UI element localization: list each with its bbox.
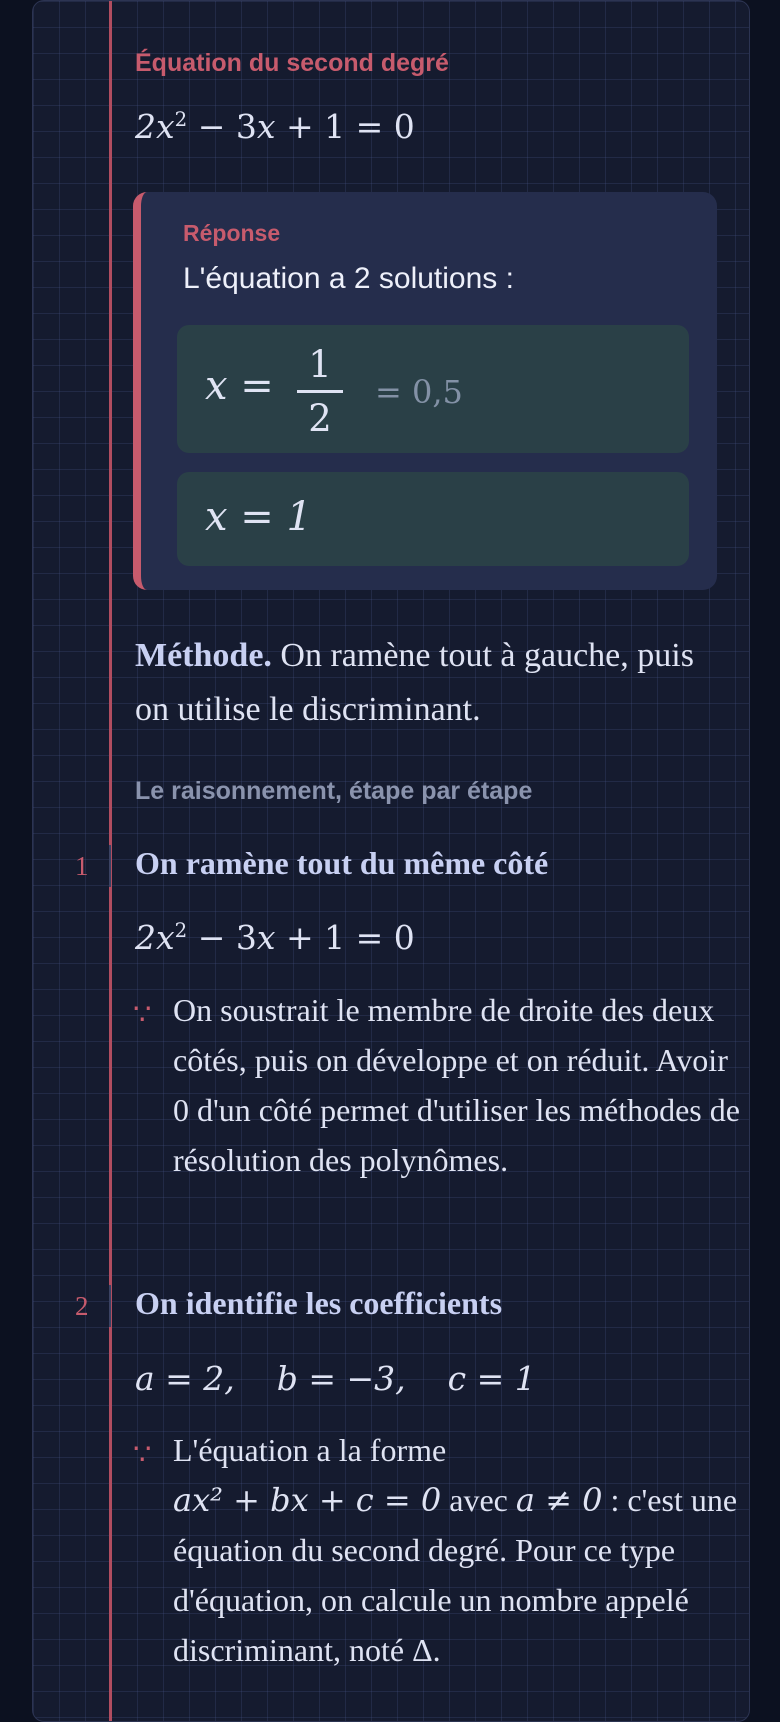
fraction-denominator: 2 [308, 397, 332, 440]
equation-type-label: Équation du second degré [135, 49, 449, 77]
fraction-numerator: 1 [308, 343, 332, 386]
step-1-number: 1 [75, 851, 89, 881]
solution-2 [177, 472, 689, 566]
step-2-title: On identifie les coefficients [135, 1285, 503, 1321]
step-2-text-start: L'équation a la forme [173, 1432, 447, 1468]
step-2-condition: a ≠ 0 [515, 1481, 603, 1519]
reasoning-heading: Le raisonnement, étape par étape [135, 777, 533, 805]
step-2-text-mid: avec [441, 1482, 516, 1518]
step-2-because-icon: ∵ [133, 1439, 152, 1471]
answer-text: L'équation a 2 solutions : [183, 262, 514, 295]
solution-2-value: x = 1 [205, 494, 312, 540]
answer-box [133, 192, 717, 590]
step-2-number: 2 [75, 1291, 89, 1321]
solution-1-variable: x = [205, 363, 274, 409]
method-label: Méthode. [135, 637, 272, 674]
problem-equation: $2x^2 - 3x + 1 = 0$ [135, 107, 415, 146]
solution-1 [177, 325, 689, 453]
fraction-bar [297, 390, 343, 393]
step-2-explanation [173, 1425, 743, 1675]
solution-card [32, 0, 750, 1722]
step-2-text-end: : c'est une équation du second degré. Pour ce type d'équation, on calcule un nombre appelé discriminant, noté Δ. [173, 1482, 738, 1668]
solution-1-decimal: = 0,5 [375, 373, 463, 411]
step-1-explanation: On soustrait le membre de droite des deux côtés, puis on développe et on réduit. Avoir 0 d'un côté permet d'utiliser les méthodes de résolution des polynômes. [173, 992, 740, 1178]
method-text: On ramène tout à gauche, puis on utilise le discriminant. [135, 637, 694, 728]
step-2-coefficients: a = 2, b = −3, c = 1 [135, 1359, 536, 1398]
step-1-equation: $2x^2 - 3x + 1 = 0$ [135, 918, 415, 957]
step-2-formula: ax² + bx + c = 0 [173, 1481, 442, 1519]
step-1-because-icon: ∵ [133, 999, 152, 1031]
step-1-title: On ramène tout du même côté [135, 845, 549, 881]
answer-label: Réponse [183, 220, 281, 246]
solution-1-fraction [297, 343, 343, 440]
method-paragraph [135, 629, 705, 737]
